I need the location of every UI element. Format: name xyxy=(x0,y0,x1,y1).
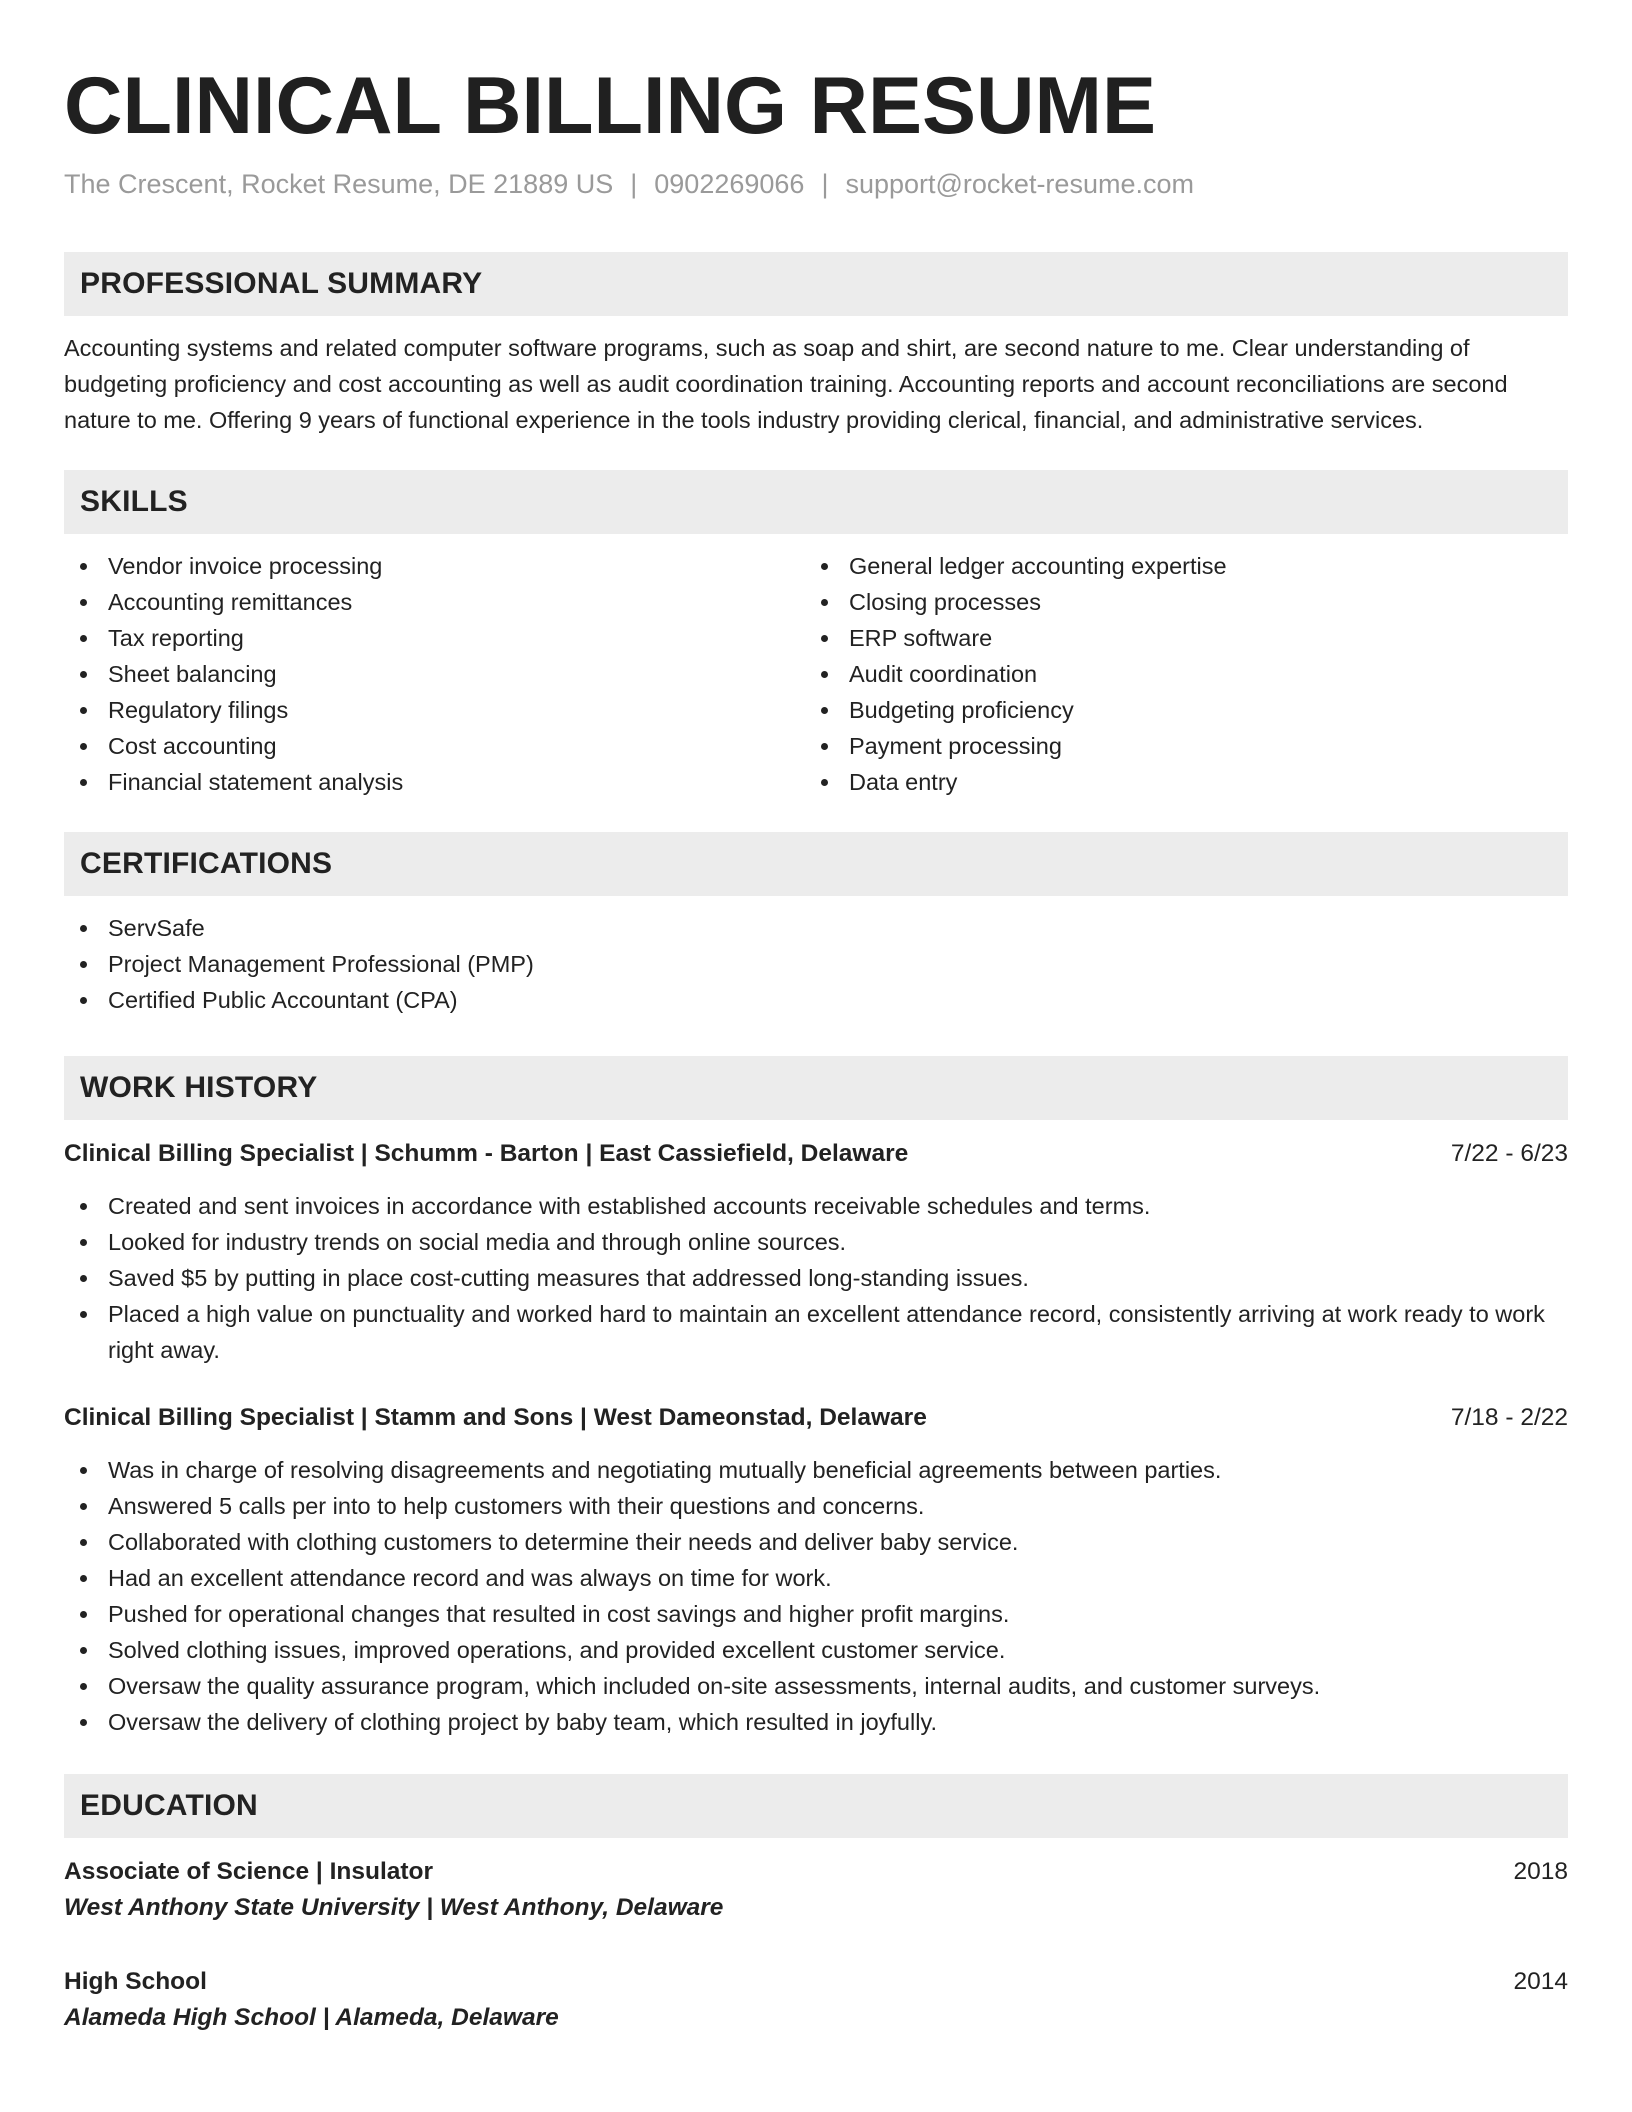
job-bullets xyxy=(64,1188,1568,1368)
job-bullet: Saved $5 by putting in place cost-cutting measures that addressed long-standing issues. xyxy=(64,1260,1568,1296)
education-entry xyxy=(64,1964,1568,2036)
job-bullet: Oversaw the quality assurance program, which included on-site assessments, internal audits, and customer surveys. xyxy=(64,1668,1568,1704)
summary-section xyxy=(64,252,1568,438)
education-school: Alameda High School | Alameda, Delaware xyxy=(64,2004,559,2031)
certification-item: ServSafe xyxy=(64,910,1568,946)
skill-item: Sheet balancing xyxy=(64,656,805,692)
certifications-list xyxy=(64,910,1568,1018)
education-header xyxy=(64,1964,1568,2000)
job-entry xyxy=(64,1136,1568,1368)
contact-address: The Crescent, Rocket Resume, DE 21889 US xyxy=(64,169,614,199)
skill-item: Cost accounting xyxy=(64,728,805,764)
contact-line xyxy=(64,166,1568,202)
skills-section xyxy=(64,470,1568,800)
job-entry xyxy=(64,1400,1568,1740)
summary-heading: PROFESSIONAL SUMMARY xyxy=(64,252,1568,316)
resume-title: CLINICAL BILLING RESUME xyxy=(64,61,1156,151)
skill-item: General ledger accounting expertise xyxy=(805,548,1546,584)
contact-separator: | xyxy=(821,169,829,199)
summary-text: Accounting systems and related computer software programs, such as soap and shirt, are second nature to me. Clear understanding of budgeting proficiency and cost accounting as well as audit coordination training. Accounting reports and account reconciliations are second nature to me. Offering 9 years of functional experience in the tools industry providing clerical, financial, and administrative services. xyxy=(64,335,1508,433)
education-degree: High School xyxy=(64,1968,207,1995)
skills-column-left xyxy=(64,548,805,800)
education-entry xyxy=(64,1854,1568,1926)
education-school: West Anthony State University | West Anthony, Delaware xyxy=(64,1894,724,1921)
education-degree: Associate of Science | Insulator xyxy=(64,1858,434,1885)
education-header xyxy=(64,1854,1568,1890)
skill-item: ERP software xyxy=(805,620,1546,656)
contact-separator: | xyxy=(630,169,638,199)
job-bullets xyxy=(64,1452,1568,1740)
certification-item: Certified Public Accountant (CPA) xyxy=(64,982,1568,1018)
skill-item: Financial statement analysis xyxy=(64,764,805,800)
education-section xyxy=(64,1774,1568,2036)
job-title: Clinical Billing Specialist | Schumm - Barton | East Cassiefield, Delaware xyxy=(64,1140,909,1167)
skill-item: Budgeting proficiency xyxy=(805,692,1546,728)
job-title: Clinical Billing Specialist | Stamm and Sons | West Dameonstad, Delaware xyxy=(64,1404,927,1431)
skill-item: Audit coordination xyxy=(805,656,1546,692)
job-bullet: Looked for industry trends on social media and through online sources. xyxy=(64,1224,1568,1260)
education-heading: EDUCATION xyxy=(64,1774,1568,1838)
skills-heading: SKILLS xyxy=(64,470,1568,534)
job-dates: 7/22 - 6/23 xyxy=(1450,1140,1568,1167)
skill-item: Data entry xyxy=(805,764,1546,800)
work-history-section xyxy=(64,1056,1568,1740)
job-header xyxy=(64,1400,1568,1436)
skill-item: Closing processes xyxy=(805,584,1546,620)
job-bullet: Placed a high value on punctuality and worked hard to maintain an excellent attendance record, consistently arriving at work ready to work right away. xyxy=(64,1296,1568,1368)
job-bullet: Answered 5 calls per into to help customers with their questions and concerns. xyxy=(64,1488,1568,1524)
job-bullet: Pushed for operational changes that resulted in cost savings and higher profit margins. xyxy=(64,1596,1568,1632)
job-bullet: Oversaw the delivery of clothing project by baby team, which resulted in joyfully. xyxy=(64,1704,1568,1740)
work-history-heading: WORK HISTORY xyxy=(64,1056,1568,1120)
job-bullet: Created and sent invoices in accordance with established accounts receivable schedules and terms. xyxy=(64,1188,1568,1224)
skill-item: Regulatory filings xyxy=(64,692,805,728)
education-year: 2014 xyxy=(1513,1968,1568,1995)
certification-item: Project Management Professional (PMP) xyxy=(64,946,1568,982)
skill-item: Accounting remittances xyxy=(64,584,805,620)
contact-phone: 0902269066 xyxy=(654,169,805,199)
job-bullet: Collaborated with clothing customers to determine their needs and deliver baby service. xyxy=(64,1524,1568,1560)
skill-item: Payment processing xyxy=(805,728,1546,764)
certifications-heading: CERTIFICATIONS xyxy=(64,832,1568,896)
job-header xyxy=(64,1136,1568,1172)
education-year: 2018 xyxy=(1513,1858,1568,1885)
job-bullet: Had an excellent attendance record and was always on time for work. xyxy=(64,1560,1568,1596)
skills-grid xyxy=(64,548,1568,800)
job-bullet: Was in charge of resolving disagreements and negotiating mutually beneficial agreements between parties. xyxy=(64,1452,1568,1488)
job-bullet: Solved clothing issues, improved operations, and provided excellent customer service. xyxy=(64,1632,1568,1668)
certifications-section xyxy=(64,832,1568,1018)
skills-column-right xyxy=(805,548,1546,800)
job-dates: 7/18 - 2/22 xyxy=(1450,1404,1568,1431)
contact-email[interactable]: support@rocket-resume.com xyxy=(845,169,1194,199)
skill-item: Tax reporting xyxy=(64,620,805,656)
skill-item: Vendor invoice processing xyxy=(64,548,805,584)
